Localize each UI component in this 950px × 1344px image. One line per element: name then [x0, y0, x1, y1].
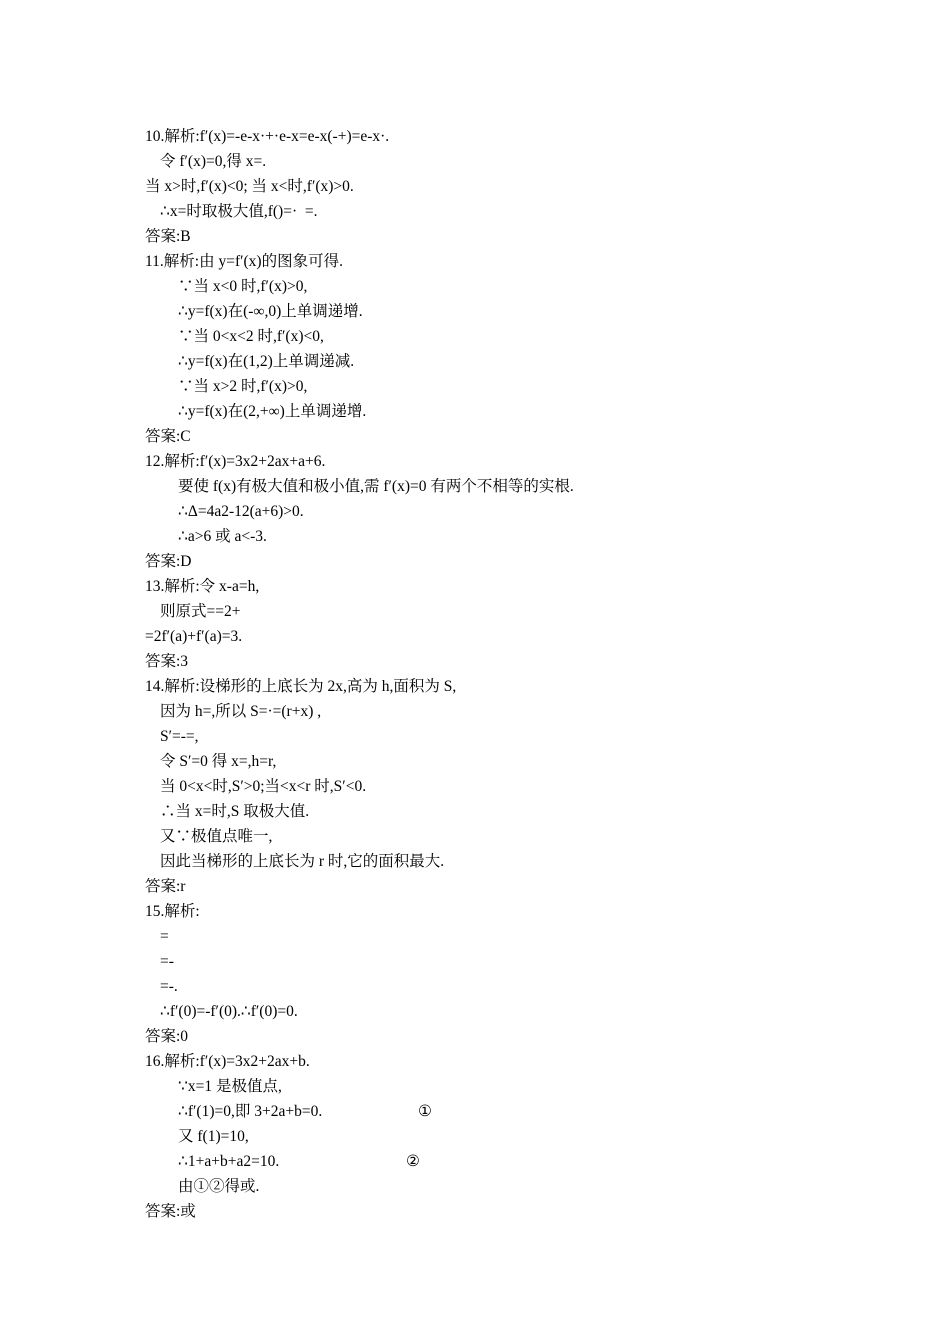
solution-15-line: 15.解析:: [145, 903, 200, 920]
answer-line: 答案:D: [145, 553, 192, 570]
text-line: 又 f(1)=10,: [178, 1128, 249, 1145]
text-line: ∵x=1 是极值点,: [178, 1078, 282, 1095]
text-line: ∴Δ=4a2-12(a+6)>0.: [178, 503, 304, 520]
text-line: =-: [160, 953, 174, 970]
text-line: =-.: [160, 978, 178, 995]
solution-16-line: 16.解析:f′(x)=3x2+2ax+b.: [145, 1053, 310, 1070]
text-line: 令 f′(x)=0,得 x=.: [160, 153, 267, 170]
text-line: =: [160, 928, 169, 945]
answer-line: 答案:0: [145, 1028, 189, 1045]
answer-line: 答案:B: [145, 228, 191, 245]
text-line: 则原式==2+: [160, 603, 241, 620]
text-line: ∴当 x=时,S 取极大值.: [160, 803, 310, 820]
solution-11-line: 11.解析:由 y=f′(x)的图象可得.: [145, 253, 343, 270]
text-line: 要使 f(x)有极大值和极小值,需 f′(x)=0 有两个不相等的实根.: [178, 478, 574, 495]
text-line: ∴a>6 或 a<-3.: [178, 528, 267, 545]
text-line: ∴y=f(x)在(2,+∞)上单调递增.: [178, 403, 367, 420]
equation-mark-2: ②: [406, 1153, 420, 1170]
text-line: ∴1+a+b+a2=10.: [178, 1153, 280, 1170]
solution-12-line: 12.解析:f′(x)=3x2+2ax+a+6.: [145, 453, 326, 470]
equation-mark-1: ①: [418, 1103, 432, 1120]
text-line: 当 0<x<时,S′>0;当<x<r 时,S′<0.: [160, 778, 367, 795]
text-line: 因为 h=,所以 S=·=(r+x) ,: [160, 703, 322, 720]
answer-line: 答案:r: [145, 878, 186, 895]
text-line: 由①②得或.: [178, 1178, 260, 1195]
solution-14-line: 14.解析:设梯形的上底长为 2x,高为 h,面积为 S,: [145, 678, 457, 695]
text-line: ∵当 0<x<2 时,f′(x)<0,: [178, 328, 324, 345]
text-line: ∴y=f(x)在(-∞,0)上单调递增.: [178, 303, 363, 320]
solution-13-line: 13.解析:令 x-a=h,: [145, 578, 260, 595]
text-line: 令 S′=0 得 x=,h=r,: [160, 753, 277, 770]
text-line: ∵当 x<0 时,f′(x)>0,: [178, 278, 308, 295]
answer-line: 答案:3: [145, 653, 189, 670]
solution-10-line: 10.解析:f′(x)=-e-x·+·e-x=e-x(-+)=e-x·.: [145, 128, 390, 145]
text-line: ∴f′(1)=0,即 3+2a+b=0.: [178, 1103, 323, 1120]
text-line: ∵当 x>2 时,f′(x)>0,: [178, 378, 308, 395]
text-line: ∴f′(0)=-f′(0).∴f′(0)=0.: [160, 1003, 298, 1020]
text-line: 又∵极值点唯一,: [160, 828, 273, 845]
answer-line: 答案:C: [145, 428, 191, 445]
text-line: =2f′(a)+f′(a)=3.: [145, 628, 243, 645]
text-line: 因此当梯形的上底长为 r 时,它的面积最大.: [160, 853, 445, 870]
answer-line: 答案:或: [145, 1203, 196, 1220]
text-line: ∴y=f(x)在(1,2)上单调递减.: [178, 353, 355, 370]
text-line: S′=-=,: [160, 728, 199, 745]
text-line: 当 x>时,f′(x)<0; 当 x<时,f′(x)>0.: [145, 178, 354, 195]
text-line: ∴x=时取极大值,f()=· =.: [160, 203, 318, 220]
